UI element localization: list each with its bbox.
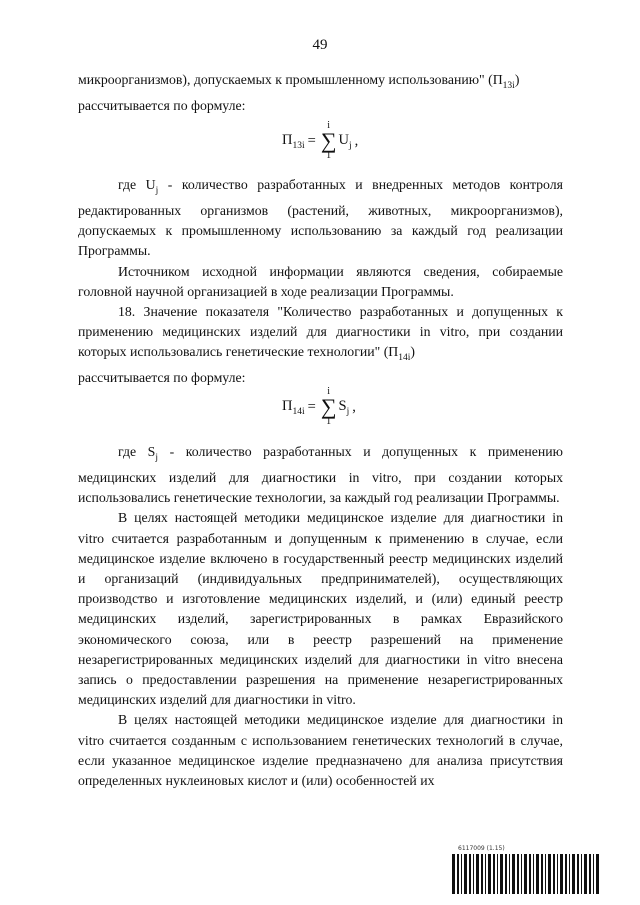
barcode-icon <box>452 854 600 894</box>
paragraph-registration: В целях настоящей методики медицинское изделие для диагностики in vitro считается разработанным и допущенным к применению в случае, если медицинское изделие включено в государственный реестр медицинских изделий и организаций (индивидуальных предпринимателей), осуществляющих производство и изготовление медицинских изделий, и (или) единый реестр медицинских изделий, зарегистрированных в рамках Евразийского экономического союза, или в реестр разрешений на применение незарегистрированных медицинских изделий для диагностики in vitro внесена запись о предоставлении разрешения на применение незарегистрированных медицинских изделий для диагностики in vitro. <box>78 510 563 708</box>
where-s-subscript: j <box>155 452 158 463</box>
continuation-text: микроорганизмов), допускаемых к промышленному использованию" (П <box>78 72 503 87</box>
item-18-text: 18. Значение показателя "Количество разработанных и допущенных к применению медицинских изделий для диагностики in vitro, при создании которых использовались генетические технологии" (П <box>78 303 563 360</box>
sum-upper-limit: i <box>327 386 331 397</box>
formula-2-sum <box>321 387 337 427</box>
sigma-icon: ∑ <box>320 128 337 153</box>
formula-1-sum <box>321 121 337 161</box>
continuation-close: ) <box>514 72 520 87</box>
paragraph-source: Источником исходной информации являются сведения, собираемые головной научной организацией в ходе реализации Программы. <box>78 263 563 299</box>
where-s-text: - количество разработанных и допущенных к применению медицинских изделий для диагностики in vitro, при создании которых использовались генетические технологии, за каждый год реализации Программы. <box>78 444 563 506</box>
barcode-area <box>452 845 600 899</box>
formula-1-comma: , <box>354 132 359 149</box>
sum-lower-limit: 1 <box>326 150 332 161</box>
text-block-bottom <box>78 442 563 791</box>
where-u-lead: где U <box>118 177 156 192</box>
formula-2 <box>0 383 640 439</box>
formula-2-comma: , <box>352 398 356 415</box>
paragraph-item-18 <box>78 302 563 368</box>
item-18-close: ) <box>410 344 416 360</box>
page-number: 49 <box>312 37 328 53</box>
paragraph-continuation <box>78 70 563 96</box>
text-block-middle <box>78 175 563 389</box>
formula-intro-1: рассчитывается по формуле: <box>78 97 246 113</box>
continuation-subscript: 13i <box>502 80 515 91</box>
where-u-text: - количество разработанных и внедренных методов контроля редактированных организмов (растений, животных, микроорганизмов), допускаемых к промышленному использованию за каждый год реализации Программы. <box>78 177 563 259</box>
barcode-caption: 6117009 (1.15) <box>458 845 505 852</box>
formula-1 <box>0 117 640 173</box>
where-u-subscript: j <box>155 185 159 196</box>
where-s-lead: где S <box>118 444 156 459</box>
sigma-icon: ∑ <box>320 394 337 419</box>
formula-1-lhs: $П_{13i}$ <box>282 131 305 151</box>
sum-lower-limit: 1 <box>326 416 332 427</box>
paragraph-where-u <box>78 175 563 262</box>
formula-intro-2: рассчитывается по формуле: <box>78 370 246 386</box>
formula-2-equals: = <box>307 398 316 415</box>
formula-1-term: $U_j$ <box>338 131 352 151</box>
item-18-subscript: 14i <box>398 353 411 364</box>
text-block-top <box>78 70 563 116</box>
formula-2-lhs: $П_{14i}$ <box>282 397 305 417</box>
formula-2-term: $S_j$ <box>338 397 350 417</box>
sum-upper-limit: i <box>327 120 331 131</box>
formula-1-equals: = <box>307 132 316 149</box>
paragraph-where-s <box>78 442 563 508</box>
paragraph-genetic-creation: В целях настоящей методики медицинское изделие для диагностики in vitro считается созданным с использованием генетических технологий в случае, если указанное медицинское изделие предназначено для анализа присутствия определенных нуклеиновых кислот и (или) особенностей их <box>78 712 563 788</box>
